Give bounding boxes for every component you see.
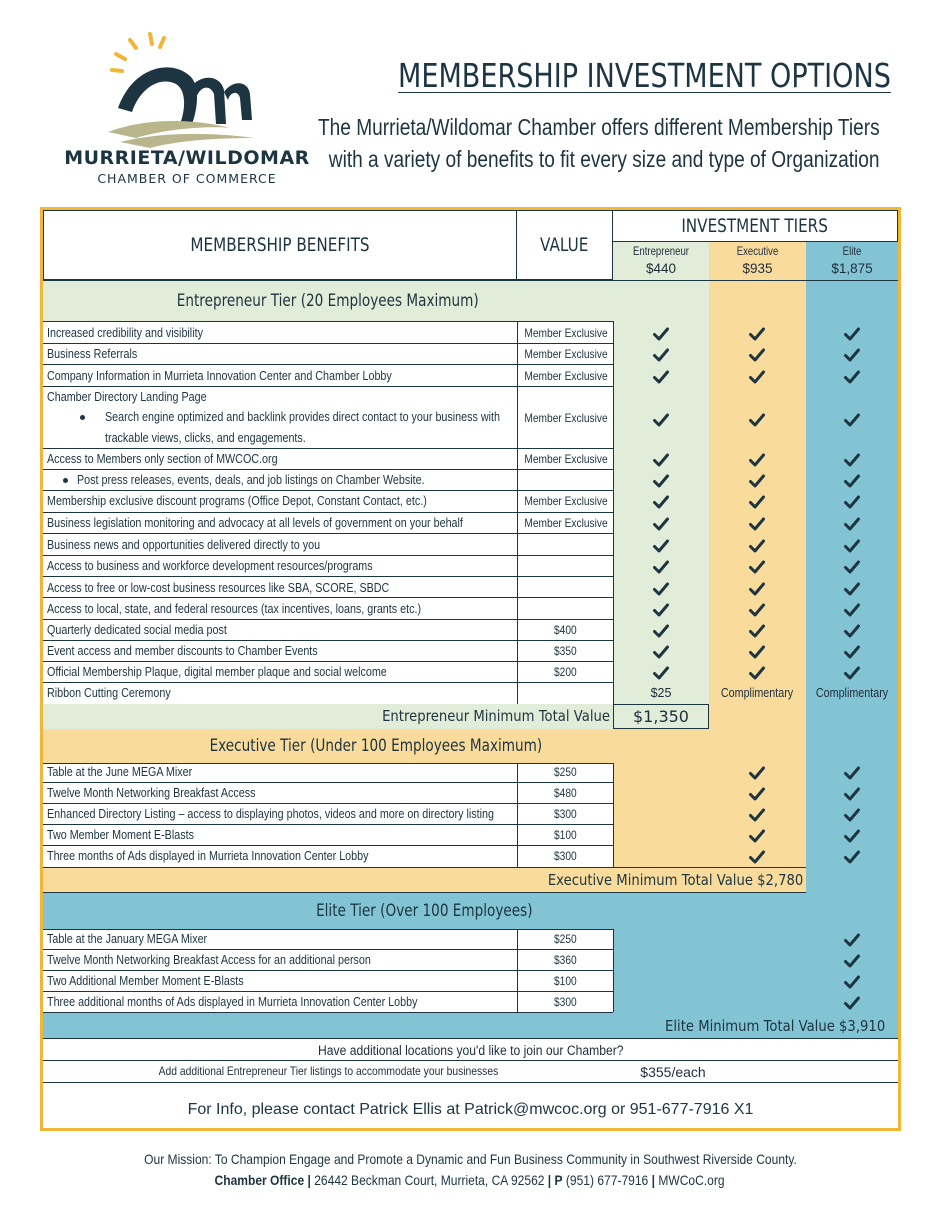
table-row: Three months of Ads displayed in Murrieta Innovation Center Lobby [47, 849, 369, 863]
check-icon [653, 370, 669, 384]
check-icon [844, 829, 860, 843]
table-row-value: Member Exclusive [524, 494, 608, 508]
table-row: Access to local, state, and federal resources (tax incentives, loans, grants etc.) [47, 602, 422, 616]
check-icon [749, 413, 765, 427]
check-icon [653, 474, 669, 488]
check-icon [749, 787, 765, 801]
table-row-value: Member Exclusive [524, 347, 608, 361]
col-header-value: VALUE [516, 210, 613, 280]
check-icon [844, 495, 860, 509]
logo-name: MURRIETA/WILDOMAR [64, 147, 310, 169]
additional-locations-offer: Add additional Entrepreneur Tier listings to accommodate your businesses [158, 1064, 498, 1078]
check-icon [653, 413, 669, 427]
section-title-executive: Executive Tier (Under 100 Employees Maximum) [43, 729, 709, 763]
check-icon [653, 624, 669, 638]
additional-divider [43, 1082, 898, 1083]
table-row: Table at the January MEGA Mixer [47, 932, 208, 946]
check-icon [653, 348, 669, 362]
additional-locations-price: $355/each [640, 1064, 706, 1080]
office-info: Chamber Office | 26442 Beckman Court, Murrieta, CA 92562 | P (951) 677-7916 | MWCoC.org [214, 1172, 726, 1188]
table-row-value: $400 [553, 623, 577, 637]
check-icon [749, 808, 765, 822]
check-icon [749, 850, 765, 864]
check-icon [749, 829, 765, 843]
bullet-icon [63, 478, 68, 483]
table-row: Business Referrals [47, 347, 138, 361]
office-address: 26442 Beckman Court, Murrieta, CA 92562 [314, 1172, 545, 1188]
table-row: Post press releases, events, deals, and job listings on Chamber Website. [77, 473, 425, 487]
table-row-value: $100 [553, 828, 577, 842]
check-icon [749, 370, 765, 384]
check-icon [653, 603, 669, 617]
table-row-value: $200 [553, 665, 577, 679]
website-link[interactable]: MWCoC.org [658, 1172, 726, 1188]
check-icon [749, 517, 765, 531]
table-row: Business news and opportunities delivered directly to you [47, 538, 321, 552]
check-icon [844, 787, 860, 801]
table-row-value: $300 [553, 807, 577, 821]
check-icon [844, 808, 860, 822]
executive-tier-entrepreneur-cell-bg [613, 763, 709, 868]
contact-info: For Info, please contact Patrick Ellis at Patrick@mwcoc.org or 951-677-7916 X1 [187, 1101, 754, 1118]
check-icon [749, 624, 765, 638]
check-icon [749, 766, 765, 780]
table-row: Three additional months of Ads displayed in Murrieta Innovation Center Lobby [47, 995, 418, 1009]
elite-total: Elite Minimum Total Value $3,910 [664, 1017, 885, 1035]
table-row-value: Member Exclusive [524, 369, 608, 383]
check-icon [749, 453, 765, 467]
col-header-benefits: MEMBERSHIP BENEFITS [43, 210, 517, 280]
check-icon [749, 603, 765, 617]
table-row: Official Membership Plaque, digital member plaque and social welcome [47, 665, 387, 679]
tier-header-entrepreneur: Entrepreneur $440 [632, 244, 690, 276]
check-icon [749, 666, 765, 680]
check-icon [749, 645, 765, 659]
ribbon-price-elite: Complimentary [815, 686, 889, 700]
table-row: Ribbon Cutting Ceremony [47, 686, 171, 700]
check-icon [653, 495, 669, 509]
table-row: Company Information in Murrieta Innovation Center and Chamber Lobby [47, 369, 392, 383]
check-icon [844, 645, 860, 659]
tier-header-elite: Elite $1,875 [831, 244, 873, 276]
table-row-value: $300 [553, 995, 577, 1009]
check-icon [749, 560, 765, 574]
check-icon [749, 348, 765, 362]
check-icon [844, 582, 860, 596]
check-icon [844, 766, 860, 780]
section-title-elite: Elite Tier (Over 100 Employees) [43, 893, 806, 929]
check-icon [653, 453, 669, 467]
check-icon [653, 560, 669, 574]
table-row: Chamber Directory Landing Page [47, 390, 207, 404]
check-icon [844, 327, 860, 341]
table-row-value: $300 [553, 849, 577, 863]
mission-statement: Our Mission: To Champion Engage and Promote a Dynamic and Fun Business Community in Southwest Riverside County. [143, 1151, 797, 1167]
elite-section-bg [613, 929, 806, 1013]
chamber-logo-icon [40, 28, 340, 153]
check-icon [844, 539, 860, 553]
check-icon [844, 517, 860, 531]
table-row-subitem: Search engine optimized and backlink provides direct contact to your business with [105, 410, 500, 424]
check-icon [749, 474, 765, 488]
check-icon [653, 582, 669, 596]
check-icon [844, 560, 860, 574]
tier-header-executive: Executive $935 [736, 244, 779, 276]
table-row: Twelve Month Networking Breakfast Access for an additional person [47, 953, 371, 967]
logo-subtitle: CHAMBER OF COMMERCE [97, 171, 277, 186]
page-title: MEMBERSHIP INVESTMENT OPTIONS [398, 56, 891, 95]
check-icon [653, 645, 669, 659]
check-icon [749, 327, 765, 341]
check-icon [844, 453, 860, 467]
table-row-value: Member Exclusive [524, 452, 608, 466]
check-icon [844, 975, 860, 989]
subtitle-line-1: The Murrieta/Wildomar Chamber offers different Membership Tiers [318, 114, 880, 140]
office-label: Chamber Office [214, 1172, 305, 1188]
table-row: Two Additional Member Moment E-Blasts [47, 974, 244, 988]
table-row: Increased credibility and visibility [47, 326, 203, 340]
check-icon [844, 954, 860, 968]
table-row: Twelve Month Networking Breakfast Access [47, 786, 256, 800]
subtitle-line-2: with a variety of benefits to fit every size and type of Organization [329, 146, 880, 172]
check-icon [653, 517, 669, 531]
table-row: Access to free or low-cost business resources like SBA, SCORE, SBDC [47, 581, 390, 595]
phone-label: P [554, 1172, 564, 1188]
check-icon [749, 495, 765, 509]
table-row: Membership exclusive discount programs (Office Depot, Constant Contact, etc.) [47, 494, 427, 508]
check-icon [844, 474, 860, 488]
check-icon [653, 327, 669, 341]
table-row: Table at the June MEGA Mixer [47, 765, 193, 779]
executive-total: Executive Minimum Total Value $2,780 [547, 871, 803, 889]
check-icon [844, 666, 860, 680]
table-row-value: $350 [553, 644, 577, 658]
check-icon [844, 348, 860, 362]
table-row-value: Member Exclusive [524, 411, 608, 425]
table-row-value: $480 [553, 786, 577, 800]
ribbon-price-executive: Complimentary [721, 686, 794, 700]
table-row-subitem: trackable views, clicks, and engagements. [105, 431, 306, 445]
check-icon [844, 624, 860, 638]
entrepreneur-total-value-box: $1,350 [613, 704, 709, 729]
check-icon [844, 850, 860, 864]
table-row: Quarterly dedicated social media post [47, 623, 227, 637]
table-row-value: $100 [553, 974, 577, 988]
check-icon [749, 539, 765, 553]
check-icon [844, 413, 860, 427]
table-row-value: Member Exclusive [524, 326, 608, 340]
table-row: Business legislation monitoring and advocacy at all levels of government on your behalf [47, 516, 463, 530]
check-icon [844, 370, 860, 384]
section-title-entrepreneur: Entrepreneur Tier (20 Employees Maximum) [43, 281, 613, 321]
table-row-value: $250 [553, 765, 577, 779]
table-row: Access to Members only section of MWCOC.org [47, 452, 278, 466]
table-row: Two Member Moment E-Blasts [47, 828, 194, 842]
office-phone: (951) 677-7916 [566, 1172, 649, 1188]
check-icon [844, 933, 860, 947]
check-icon [653, 666, 669, 680]
ribbon-price-entrepreneur: $25 [650, 686, 672, 700]
table-row: Event access and member discounts to Chamber Events [47, 644, 318, 658]
check-icon [844, 996, 860, 1010]
check-icon [844, 603, 860, 617]
additional-locations-question: Have additional locations you'd like to join our Chamber? [43, 1040, 898, 1061]
table-row: Access to business and workforce development resources/programs [47, 559, 373, 573]
table-row-value: Member Exclusive [524, 516, 608, 530]
check-icon [749, 582, 765, 596]
table-row-value: $250 [553, 932, 577, 946]
table-row: Enhanced Directory Listing – access to displaying photos, videos and more on directory listing [47, 807, 494, 821]
col-header-investment-tiers: INVESTMENT TIERS [612, 210, 898, 242]
bullet-icon [80, 415, 85, 420]
table-row-value: $360 [553, 953, 577, 967]
entrepreneur-total-label: Entrepreneur Minimum Total Value [382, 707, 610, 725]
check-icon [653, 539, 669, 553]
